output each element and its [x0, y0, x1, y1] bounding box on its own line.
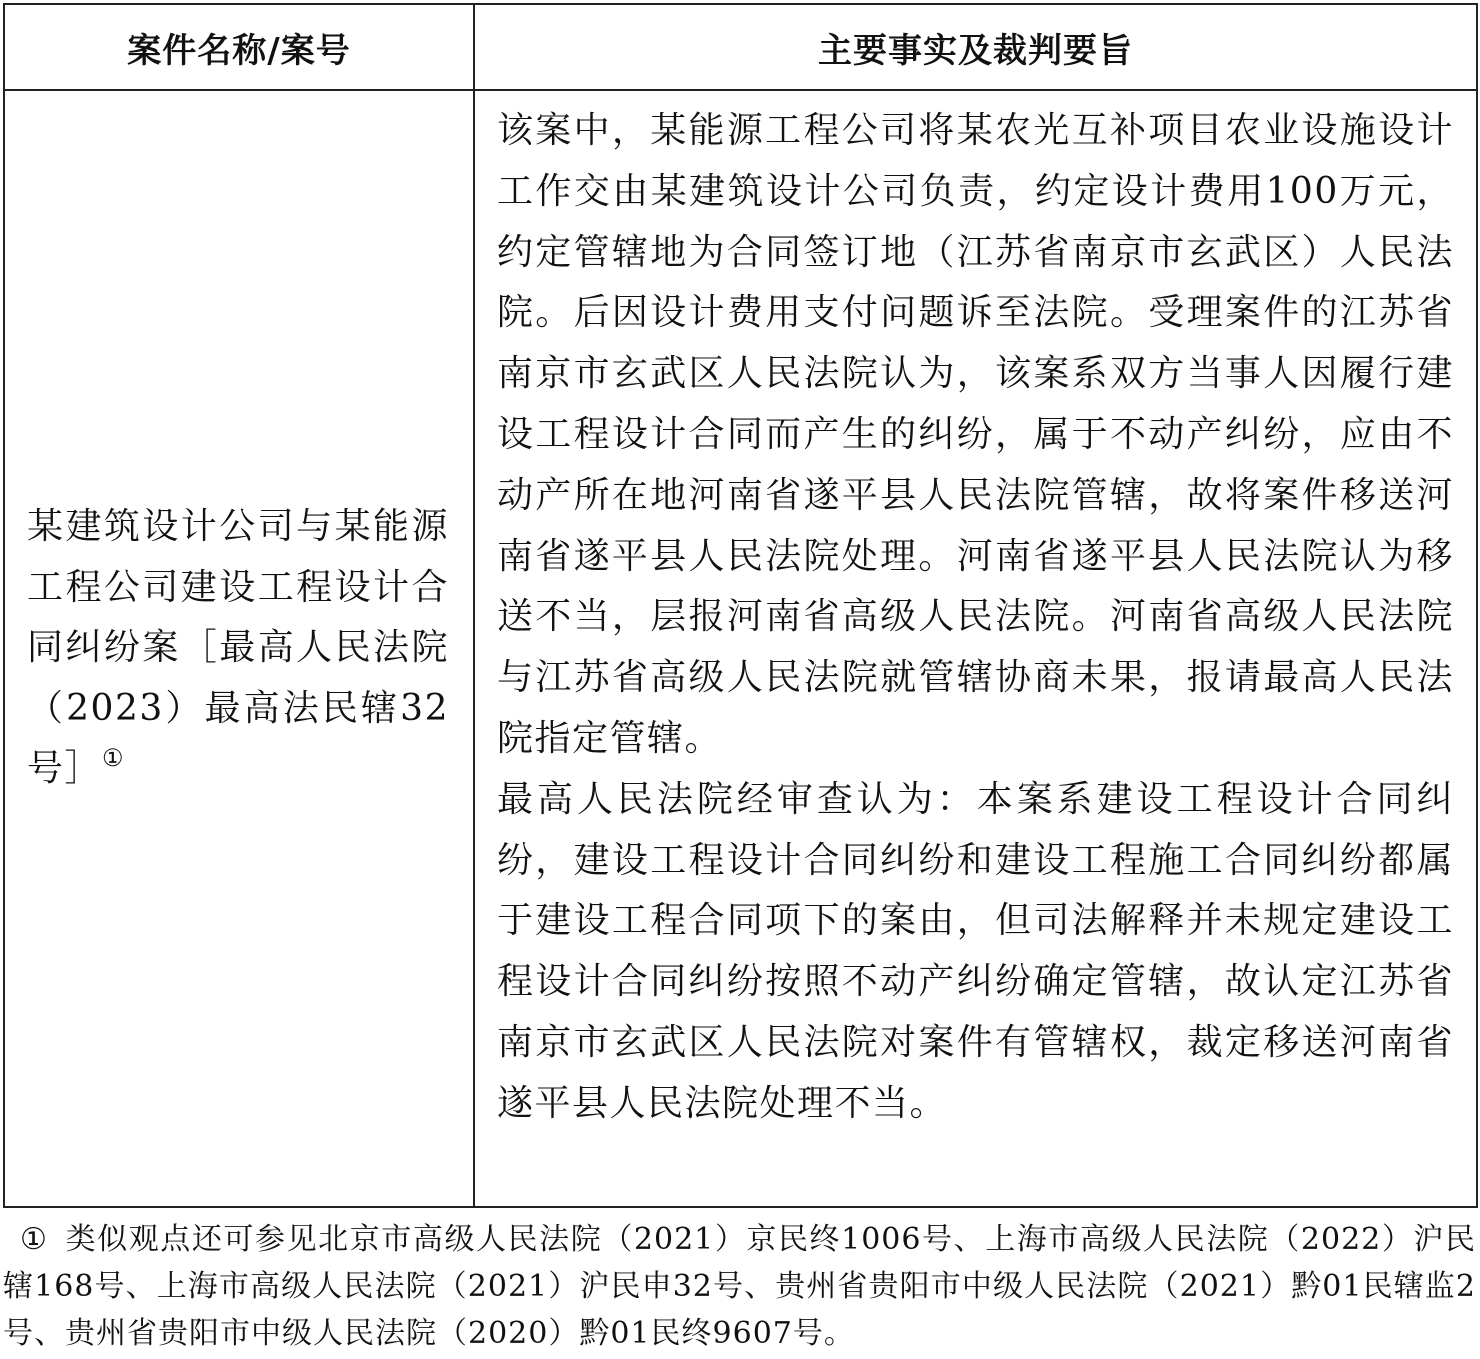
case-table: [3, 3, 1478, 1208]
footnote-paragraph: [3, 1216, 1476, 1357]
facts-paragraph-2: 最高人民法院经审查认为：本案系建设工程设计合同纠纷，建设工程设计合同纠纷和建设工程施工合同纠纷都属于建设工程合同项下的案由，但司法解释并未规定建设工程设计合同纠纷按照不动产纠纷确定管辖，故认定江苏省南京市玄武区人民法院对案件有管辖权，裁定移送河南省遂平县人民法院处理不当。: [497, 778, 1454, 1124]
case-name-text: 某建筑设计公司与某能源工程公司建设工程设计合同纠纷案［最高人民法院（2023）最高法民辖32号］: [27, 506, 449, 790]
header-facts: 主要事实及裁判要旨: [474, 4, 1477, 90]
header-case-name: 案件名称/案号: [4, 4, 474, 90]
table-header-row: [4, 4, 1477, 90]
footnote-reference: ①: [102, 744, 126, 773]
footnote-marker: ①: [20, 1222, 48, 1257]
table-row: [4, 90, 1477, 1207]
case-name-cell: [4, 90, 474, 1207]
footnote: [3, 1216, 1476, 1357]
footnote-text: 类似观点还可参见北京市高级人民法院（2021）京民终1006号、上海市高级人民法院（2022）沪民辖168号、上海市高级人民法院（2021）沪民申32号、贵州省贵阳市中级人民法院（2021）黔01民辖监2号、贵州省贵阳市中级人民法院（2020）黔01民终9607号。: [3, 1222, 1476, 1351]
facts-cell: [474, 90, 1477, 1207]
facts-paragraph-1: 该案中，某能源工程公司将某农光互补项目农业设施设计工作交由某建筑设计公司负责，约定设计费用100万元，约定管辖地为合同签订地（江苏省南京市玄武区）人民法院。后因设计费用支付问题诉至法院。受理案件的江苏省南京市玄武区人民法院认为，该案系双方当事人因履行建设工程设计合同而产生的纠纷，属于不动产纠纷，应由不动产所在地河南省遂平县人民法院管辖，故将案件移送河南省遂平县人民法院处理。河南省遂平县人民法院认为移送不当，层报河南省高级人民法院。河南省高级人民法院与江苏省高级人民法院就管辖协商未果，报请最高人民法院指定管辖。: [497, 110, 1454, 759]
